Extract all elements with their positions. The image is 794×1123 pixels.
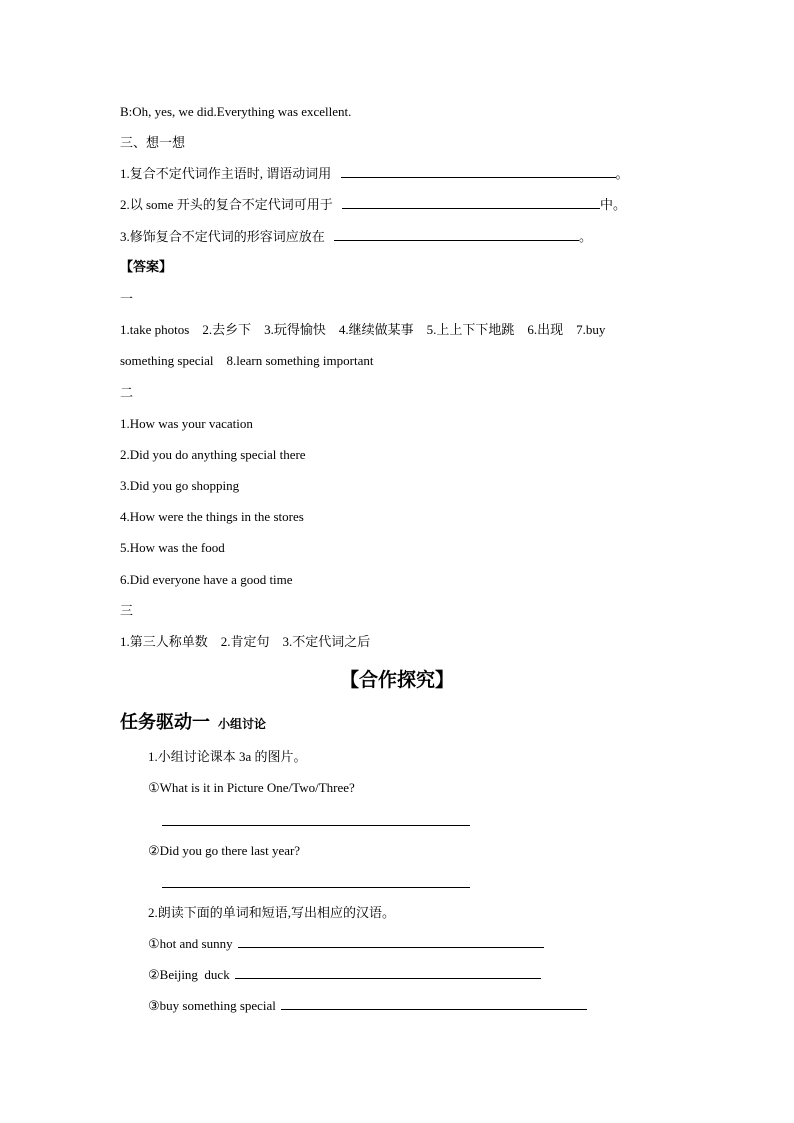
think-question-3-text: 3.修饰复合不定代词的形容词应放在 <box>120 229 325 244</box>
answers-part3-line: 1.第三人称单数 2.肯定句 3.不定代词之后 <box>120 634 371 649</box>
item-2-phrase-a <box>148 935 544 953</box>
item-1-question-2: ②Did you go there last year? <box>148 843 301 858</box>
phrase-b-blank[interactable] <box>235 966 541 979</box>
phrase-b-text: ②Beijing duck <box>148 967 230 982</box>
answer-line-1[interactable] <box>162 825 470 826</box>
phrase-a-blank[interactable] <box>238 935 544 948</box>
answers-part1-line1: 1.take photos 2.去乡下 3.玩得愉快 4.继续做某事 5.上上下下地跳 6.出现 7.buy <box>120 322 606 337</box>
answer-blank-3[interactable] <box>334 228 579 241</box>
think-question-1-text: 1.复合不定代词作主语时, 谓语动词用 <box>120 166 332 181</box>
answer-blank-1[interactable] <box>341 165 616 178</box>
answers-part1-line2: something special 8.learn something important <box>120 353 374 368</box>
answers-part2-item: 1.How was your vacation <box>120 416 253 431</box>
think-question-3 <box>120 228 592 246</box>
answers-part2-item: 3.Did you go shopping <box>120 478 240 493</box>
item-2: 2.朗读下面的单词和短语,写出相应的汉语。 <box>148 905 396 920</box>
think-question-3-end: 。 <box>579 229 593 244</box>
think-question-2-text: 2.以 some 开头的复合不定代词可用于 <box>120 197 333 212</box>
think-title: 三、想一想 <box>120 135 186 150</box>
think-question-2 <box>120 196 626 214</box>
task-heading <box>120 708 266 734</box>
section-title: 【合作探究】 <box>339 669 454 691</box>
item-2-phrase-c <box>148 997 587 1015</box>
answer-blank-2[interactable] <box>342 196 600 209</box>
think-question-2-end: 中。 <box>599 197 626 212</box>
answers-part2-item: 5.How was the food <box>120 540 225 555</box>
task-title: 任务驱动一 <box>120 712 210 733</box>
answers-part2-item: 2.Did you do anything special there <box>120 447 306 462</box>
answers-part1-label: 一 <box>120 291 134 306</box>
phrase-c-blank[interactable] <box>281 997 587 1010</box>
answers-part2-label: 二 <box>120 385 134 400</box>
think-question-1 <box>120 165 629 183</box>
phrase-a-text: ①hot and sunny <box>148 936 233 951</box>
answers-part3-label: 三 <box>120 603 134 618</box>
answers-part2-item: 6.Did everyone have a good time <box>120 572 293 587</box>
think-question-1-end: 。 <box>615 166 629 181</box>
answer-line-2[interactable] <box>162 887 470 888</box>
answers-title: 【答案】 <box>120 260 173 275</box>
task-subtitle: 小组讨论 <box>218 717 267 731</box>
answers-part2-item: 4.How were the things in the stores <box>120 509 304 524</box>
dialog-line: B:Oh, yes, we did.Everything was excellent. <box>120 104 352 119</box>
item-2-phrase-b <box>148 966 541 984</box>
item-1: 1.小组讨论课本 3a 的图片。 <box>148 749 307 764</box>
item-1-question-1: ①What is it in Picture One/Two/Three? <box>148 780 355 795</box>
phrase-c-text: ③buy something special <box>148 998 276 1013</box>
